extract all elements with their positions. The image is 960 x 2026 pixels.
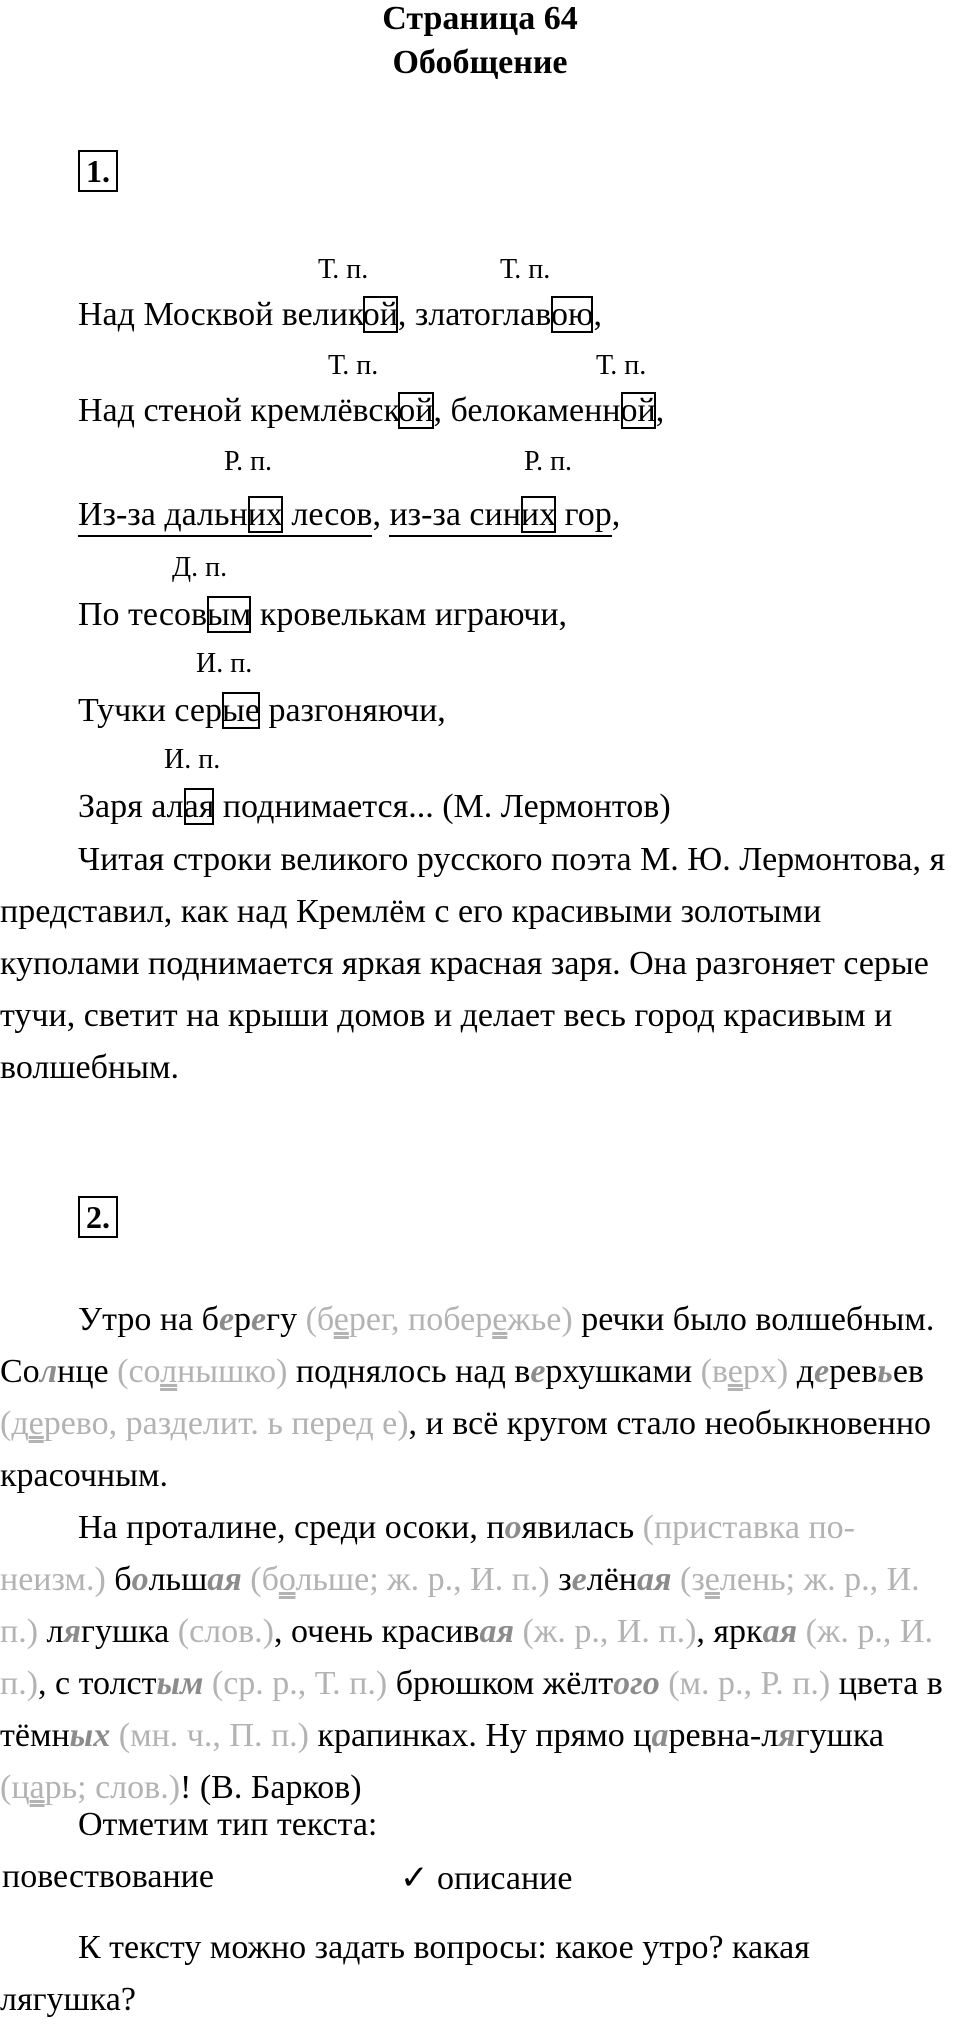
task-number-1: 1. (78, 150, 118, 192)
ending-box: их (520, 496, 557, 533)
case-mark: Р. п. (224, 446, 273, 477)
poem-line-3: Из-за дальних лесов, из-за синих гор, (78, 496, 620, 534)
case-mark: Т. п. (318, 254, 369, 285)
ending-box: ые (222, 692, 260, 729)
poem-line-2: Над стеной кремлёвской, белокаменной, (78, 392, 665, 429)
poem-line-6: Заря алая поднимается... (М. Лермонтов) (78, 788, 671, 825)
ending-box: ою (551, 296, 594, 333)
case-mark: Т. п. (328, 350, 379, 381)
ending-box: ой (620, 392, 656, 429)
text-type-note: Отметим тип текста: (78, 1806, 378, 1843)
case-mark: И. п. (196, 648, 253, 679)
poem-line-5: Тучки серые разгоняючи, (78, 692, 446, 729)
topic-title: Обобщение (392, 44, 568, 81)
case-mark: И. п. (164, 744, 221, 775)
poem-line-1: Над Москвой великой, златоглавою, (78, 296, 602, 333)
page-title: Страница 64 (382, 0, 578, 37)
ending-box: ой (398, 392, 434, 429)
task1-paragraph: Читая строки великого русского поэта М. Ю. Лермонтова, я представил, как над Кремлём с его красивыми золотыми куполами поднимается яркая красная заря. Она разгоняет серые тучи, светит на крыши домов и делает весь город красивым и волшебным. (0, 841, 946, 1086)
case-mark: Р. п. (524, 446, 573, 477)
ending-box: ая (183, 788, 215, 825)
case-mark: Т. п. (500, 254, 551, 285)
type-narration: повествование (2, 1858, 214, 1895)
ending-box: их (247, 496, 283, 533)
ending-box: ым (207, 596, 252, 633)
questions-paragraph: К тексту можно задать вопросы: какое утро? какая лягушка? (0, 1929, 810, 2018)
task-number-2: 2. (78, 1196, 118, 1238)
task2-paragraph-2: На проталине, среди осоки, появилась (приставка по-неизм.) большая (больше; ж. р., И. п.) зелёная (зелень; ж. р., И. п.) лягушка (слов.), очень красивая (ж. р., И. п.), яркая (ж. р., И. п.), с толстым (ср. р., Т. п.) брюшком жёлтого (м. р., Р. п.) цвета в тёмных (мн. ч., П. п.) крапинках. Ну прямо царевна-лягушка (царь; слов.)! (В. Барков) (0, 1509, 943, 1806)
ending-box: ой (362, 296, 398, 333)
poem-line-4: По тесовым кровелькам играючи, (78, 596, 568, 633)
check-icon: ✓ (400, 1858, 429, 1898)
case-mark: Т. п. (596, 350, 647, 381)
type-description: ✓ описание (400, 1858, 573, 1898)
task2-paragraph-1: Утро на берегу (берег, побережье) речки было волшебным. Солнце (солнышко) поднялось над верхушками (верх) деревьев (дерево, разделит. ь перед е), и всё кругом стало необыкновенно красочным. (0, 1301, 935, 1494)
case-mark: Д. п. (172, 552, 228, 583)
